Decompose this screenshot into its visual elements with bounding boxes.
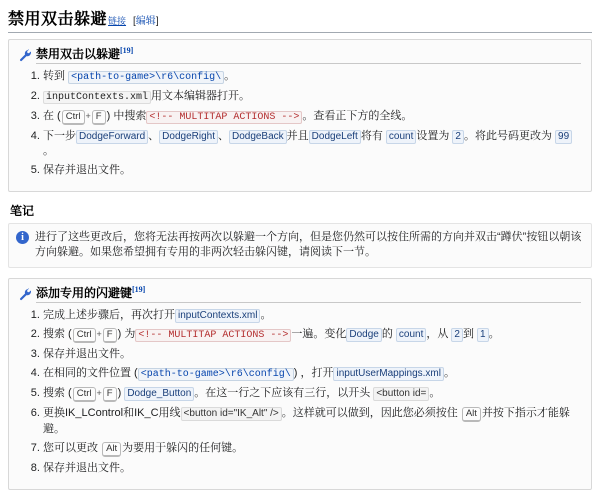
step-text: 在 ( — [43, 110, 61, 122]
step-text: 一遍。变化 — [291, 328, 347, 340]
bracket-close: ] — [155, 16, 159, 27]
step-item — [43, 406, 581, 437]
step-text: 在相同的文件位置 ( — [43, 367, 138, 379]
section-disable-double-tap — [8, 39, 592, 192]
inline-token: DodgeLeft — [309, 130, 361, 144]
step-item — [43, 461, 581, 476]
inline-token: inputContexts.xml — [175, 309, 260, 323]
step-text: ) — [117, 387, 125, 399]
step-item — [43, 69, 581, 85]
page-title: 禁用双击躲避 — [8, 11, 108, 28]
page-heading — [8, 6, 592, 33]
step-text: 完成上述步骤后，再次打开 — [43, 309, 175, 321]
step-text: ，从 — [426, 328, 452, 340]
step-text: 。将此号码更改为 — [463, 130, 556, 142]
step-item — [43, 366, 581, 382]
inline-path[interactable]: <path-to-game>\r6\config\ — [138, 368, 294, 381]
step-text: 并按下指示才能躲避。 — [43, 407, 570, 435]
step-text: ) 中搜索 — [106, 110, 147, 122]
keyboard-key: F — [92, 110, 106, 125]
keyboard-key: Alt — [462, 407, 481, 422]
keyboard-key: Ctrl — [73, 328, 96, 343]
step-text: 设置为 — [416, 130, 453, 142]
section-header-2 — [19, 287, 581, 303]
inline-token: DodgeBack — [229, 130, 287, 144]
step-item — [43, 386, 581, 402]
step-text: 、 — [148, 130, 160, 142]
keyboard-key: Alt — [102, 442, 121, 457]
section-title — [36, 48, 581, 64]
step-text: 。这样就可以做到，因此您必须按住 — [281, 407, 461, 419]
step-text: 将有 — [360, 130, 386, 142]
note-text: 进行了这些更改后，您将无法再按两次以躲避一个方向，但是您仍然可以按住所需的方向并双击“蹲伏”按钮以朝该方向躲避。如果您希望拥有专用的非两次轻击躲闪键，请阅读下一节。 — [35, 231, 582, 258]
section-header — [19, 48, 581, 64]
inline-token: 2 — [451, 328, 463, 342]
keyboard-key: Ctrl — [73, 387, 96, 402]
inline-filename: inputContexts.xml — [43, 91, 151, 104]
step-text: ) 为 — [117, 328, 136, 340]
inline-token: DodgeForward — [76, 130, 148, 144]
inline-token: inputUserMappings.xml — [333, 367, 444, 381]
inline-path[interactable]: <path-to-game>\r6\config\ — [68, 71, 224, 84]
section-dedicated-dodge-key — [8, 278, 592, 490]
step-text: 并且 — [286, 130, 309, 142]
step-text: 保存并退出文件。 — [43, 348, 131, 360]
step-text: 搜索 ( — [43, 328, 72, 340]
key-separator: + — [85, 111, 91, 121]
bracket-open: [ — [133, 16, 136, 27]
step-text: 更换IK_LControl和IK_C用线 — [43, 407, 181, 419]
steps-list-1 — [19, 69, 581, 178]
section-title-text: 禁用双击以躲避 — [36, 47, 121, 61]
inline-code: <!-- MULTITAP ACTIONS --> — [146, 111, 302, 124]
inline-token-plain: <button id="IK_Alt" /> — [181, 407, 282, 421]
step-text: 的 — [381, 328, 396, 340]
step-text: 。 — [260, 309, 272, 321]
step-item — [43, 441, 581, 457]
step-text: 。查看正下方的全线。 — [302, 110, 413, 122]
step-text: 、 — [217, 130, 229, 142]
keyboard-key: Ctrl — [62, 110, 85, 125]
key-separator: + — [96, 388, 102, 398]
step-item — [43, 89, 581, 105]
section-title — [36, 287, 581, 303]
steps-list-2 — [19, 308, 581, 476]
step-text: 。 — [443, 367, 455, 379]
key-separator: + — [96, 329, 102, 339]
step-item — [43, 308, 581, 323]
step-item — [43, 163, 581, 178]
note-body — [8, 223, 592, 268]
step-item — [43, 129, 581, 159]
edit-link[interactable]: 编辑 — [135, 16, 156, 27]
step-text: 搜索 ( — [43, 387, 72, 399]
step-text: 。 — [224, 70, 236, 82]
inline-token: 2 — [452, 130, 464, 144]
section-title-text: 添加专用的闪避键 — [36, 286, 133, 300]
step-text: 保存并退出文件。 — [43, 164, 131, 176]
step-text: 为要用于躲闪的任何键。 — [122, 442, 244, 454]
wrench-icon — [19, 49, 32, 62]
inline-token: count — [386, 130, 416, 144]
keyboard-key: F — [103, 328, 117, 343]
inline-token: Dodge_Button — [124, 387, 194, 401]
step-item — [43, 327, 581, 343]
reference-link[interactable]: [19] — [120, 46, 134, 55]
note-title: 笔记 — [10, 204, 35, 218]
info-icon: i — [16, 231, 29, 244]
reference-link[interactable]: [19] — [132, 285, 146, 294]
step-text: 用文本编辑器打开。 — [151, 90, 251, 102]
inline-code: <!-- MULTITAP ACTIONS --> — [135, 329, 291, 342]
step-text: 下一步 — [43, 130, 76, 142]
wrench-icon — [19, 288, 32, 301]
note-block — [8, 202, 592, 268]
step-text: 到 — [462, 328, 478, 340]
inline-token: DodgeRight — [159, 130, 218, 144]
inline-token: 99 — [555, 130, 572, 144]
keyboard-key: F — [103, 387, 117, 402]
step-text: 。 — [429, 387, 441, 399]
step-text: 。在这一行之下应该有三行，以开头 — [194, 387, 374, 399]
step-text: 。 — [488, 328, 500, 340]
step-item — [43, 347, 581, 362]
inline-token: Dodge — [346, 328, 381, 342]
inline-token-plain: <button id= — [373, 387, 429, 401]
edit-section — [133, 12, 159, 27]
step-text: 转到 — [43, 70, 69, 82]
step-item — [43, 109, 581, 125]
step-text: 您可以更改 — [43, 442, 102, 454]
heading-anchor-link[interactable]: 链接 — [108, 16, 127, 26]
step-text: ) ，打开 — [293, 367, 334, 379]
step-text: 。 — [43, 145, 54, 157]
inline-token: count — [396, 328, 426, 342]
inline-token: 1 — [477, 328, 489, 342]
step-text: 保存并退出文件。 — [43, 462, 131, 474]
